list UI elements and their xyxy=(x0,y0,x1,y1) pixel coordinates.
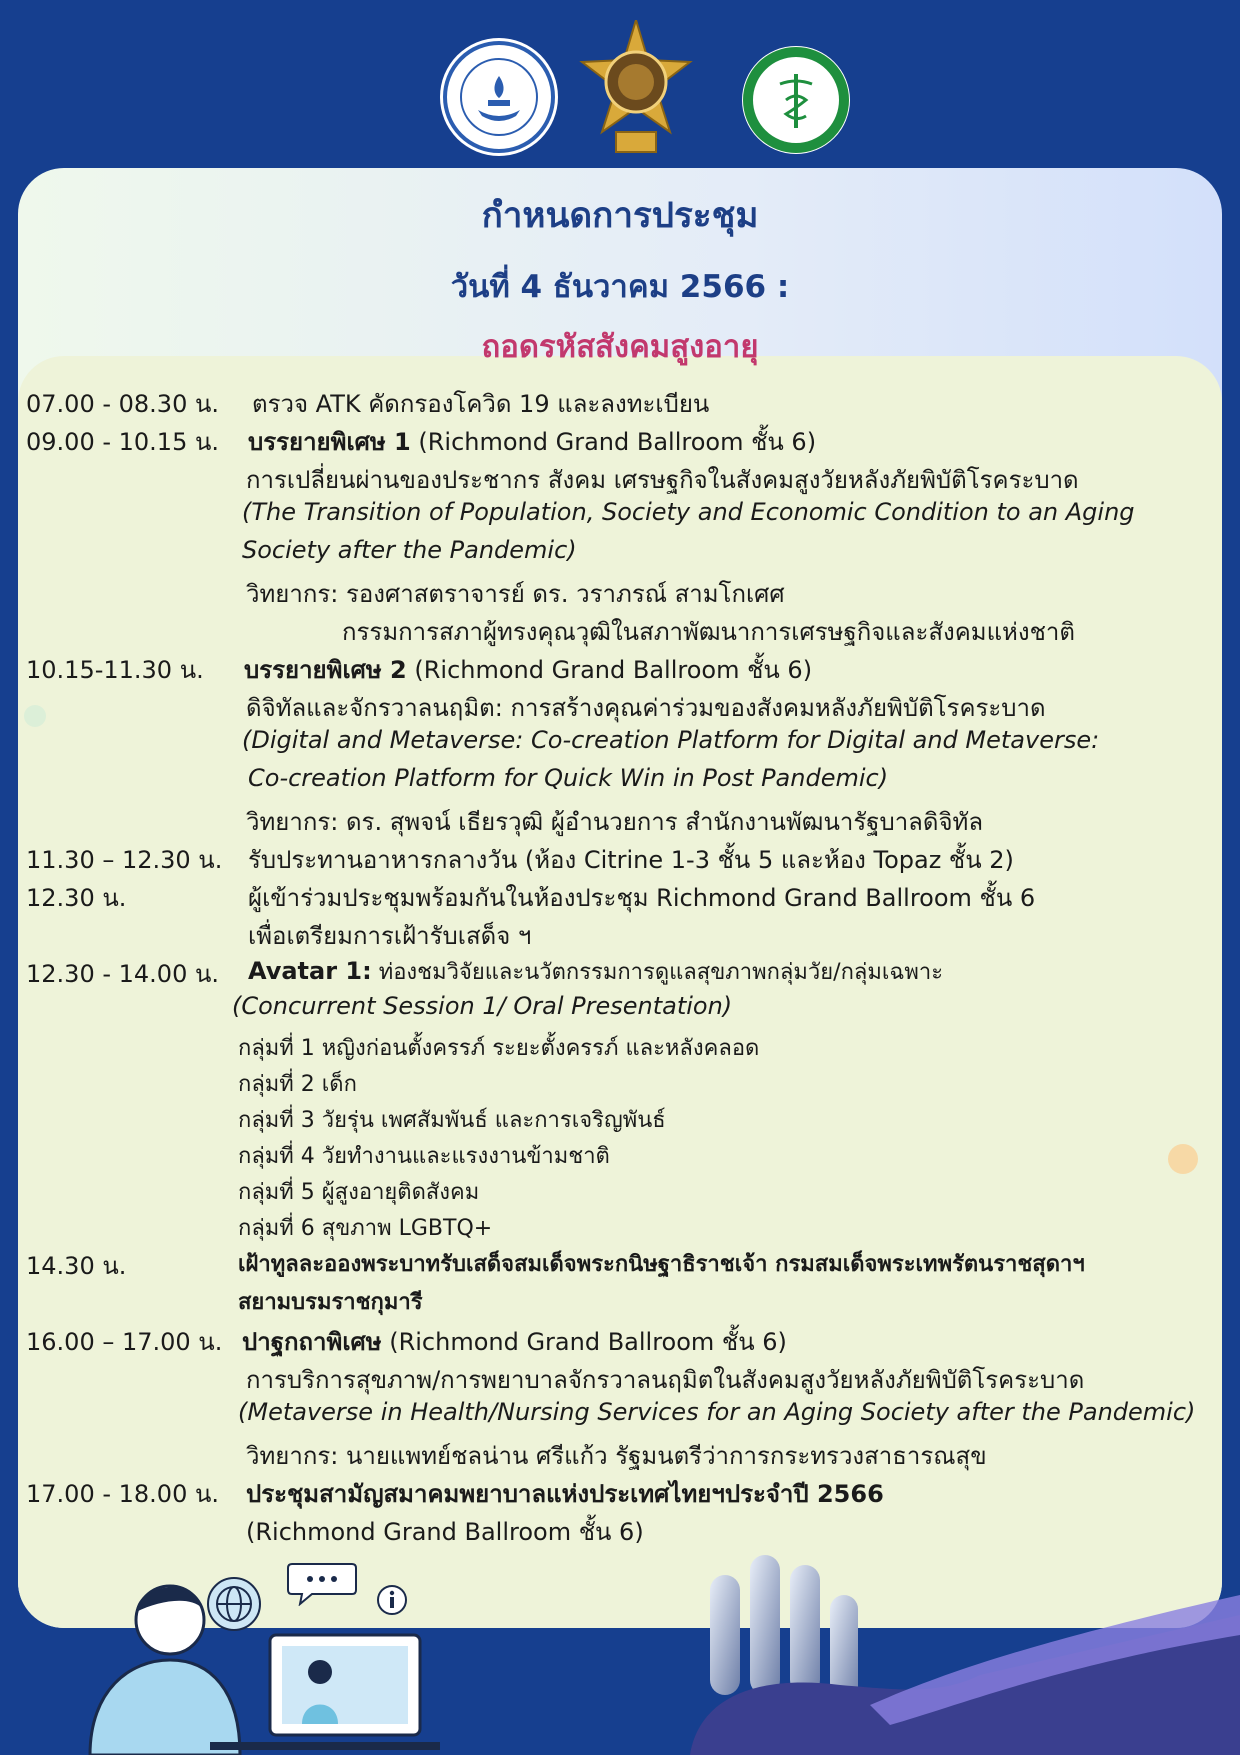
schedule-row xyxy=(26,1474,1226,1512)
venue: (Richmond Grand Ballroom ชั้น 6) xyxy=(381,1328,787,1356)
schedule-row xyxy=(26,764,1226,802)
schedule-row xyxy=(26,954,1226,992)
venue: (Richmond Grand Ballroom ชั้น 6) xyxy=(406,656,813,684)
schedule-row xyxy=(26,384,1226,422)
time-label: 07.00 - 08.30 น. xyxy=(26,390,219,418)
agenda-text: รับประทานอาหารกลางวัน (ห้อง Citrine 1-3 ชั้น 5 และห้อง Topaz ชั้น 2) xyxy=(248,846,1014,874)
schedule-row xyxy=(26,840,1226,878)
venue: (Richmond Grand Ballroom ชั้น 6) xyxy=(246,1518,644,1546)
agenda-text: เพื่อเตรียมการเฝ้ารับเสด็จ ฯ xyxy=(248,922,532,950)
time-label: 16.00 – 17.00 น. xyxy=(26,1328,223,1356)
decor-dot xyxy=(24,705,46,727)
decor-dot xyxy=(1168,1144,1198,1174)
venue: (Richmond Grand Ballroom ชั้น 6) xyxy=(410,428,817,456)
group-item xyxy=(26,1174,1226,1210)
schedule-row xyxy=(26,1512,1226,1550)
agenda-text: ตรวจ ATK คัดกรองโควิด 19 และลงทะเบียน xyxy=(252,390,710,418)
speaker: วิทยากร: ดร. สุพจน์ เธียรวุฒิ ผู้อำนวยการ สำนักงานพัฒนารัฐบาลดิจิทัล xyxy=(246,808,984,836)
schedule-row xyxy=(26,688,1226,726)
nursing-association-logo xyxy=(438,36,560,158)
agenda-text xyxy=(242,1322,787,1361)
schedule-row xyxy=(26,574,1226,612)
schedule-list xyxy=(26,384,1226,1550)
schedule-row xyxy=(26,802,1226,840)
time-label: 12.30 - 14.00 น. xyxy=(26,960,219,988)
session-title: ประชุมสามัญสมาคมพยาบาลแห่งประเทศไทยฯประจำปี 2566 xyxy=(246,1480,884,1508)
session-title: ปาฐกถาพิเศษ xyxy=(242,1328,382,1356)
schedule-row xyxy=(26,612,1226,650)
time-label: 17.00 - 18.00 น. xyxy=(26,1480,219,1508)
schedule-row xyxy=(26,536,1226,574)
schedule-row xyxy=(26,916,1226,954)
time-label: 11.30 – 12.30 น. xyxy=(26,846,223,874)
agenda-text-english: Society after the Pandemic) xyxy=(242,536,577,564)
agenda-text: ดิจิทัลและจักรวาลนฤมิต: การสร้างคุณค่าร่วมของสังคมหลังภัยพิบัติโรคระบาด xyxy=(246,694,1046,722)
time-label: 09.00 - 10.15 น. xyxy=(26,428,219,456)
star-badge-logo xyxy=(578,20,694,160)
group-label: กลุ่มที่ 5 ผู้สูงอายุติดสังคม xyxy=(238,1180,480,1205)
session-title: สยามบรมราชกุมารี xyxy=(238,1290,423,1315)
speaker: วิทยากร: นายแพทย์ชลน่าน ศรีแก้ว รัฐมนตรีว่าการกระทรวงสาธารณสุข xyxy=(246,1442,987,1470)
agenda-text xyxy=(248,954,943,989)
agenda-text: ผู้เข้าร่วมประชุมพร้อมกันในห้องประชุม Richmond Grand Ballroom ชั้น 6 xyxy=(248,884,1036,912)
schedule-row xyxy=(26,1360,1226,1398)
agenda-text-english: (Digital and Metaverse: Co-creation Platform for Digital and Metaverse: xyxy=(242,726,1100,754)
group-label: กลุ่มที่ 3 วัยรุ่น เพศสัมพันธ์ และการเจริญพันธ์ xyxy=(238,1108,666,1133)
schedule-row xyxy=(26,1322,1226,1360)
schedule-row xyxy=(26,422,1226,460)
chat-bubble-icon xyxy=(286,1560,358,1606)
time-label: 12.30 น. xyxy=(26,884,127,912)
group-item xyxy=(26,1138,1226,1174)
speaker: วิทยากร: รองศาสตราจารย์ ดร. วราภรณ์ สามโกเศศ xyxy=(246,580,785,608)
header xyxy=(0,188,1240,371)
group-label: กลุ่มที่ 1 หญิงก่อนตั้งครรภ์ ระยะตั้งครรภ์ และหลังคลอด xyxy=(238,1036,760,1061)
agenda-text: การเปลี่ยนผ่านของประชากร สังคม เศรษฐกิจในสังคมสูงวัยหลังภัยพิบัติโรคระบาด xyxy=(246,466,1079,494)
schedule-row xyxy=(26,878,1226,916)
agenda-text: การบริการสุขภาพ/การพยาบาลจักรวาลนฤมิตในสังคมสูงวัยหลังภัยพิบัติโรคระบาด xyxy=(246,1366,1085,1394)
session-description: ท่องชมวิจัยและนวัตกรรมการดูแลสุขภาพกลุ่มวัย/กลุ่มเฉพาะ xyxy=(371,960,944,985)
info-icon xyxy=(376,1584,408,1616)
group-item xyxy=(26,1066,1226,1102)
group-label: กลุ่มที่ 2 เด็ก xyxy=(238,1072,357,1097)
time-label: 10.15-11.30 น. xyxy=(26,656,204,684)
event-date: วันที่ 4 ธันวาคม 2566 : xyxy=(450,269,790,305)
agenda-text-english: (Concurrent Session 1/ Oral Presentation) xyxy=(232,992,733,1020)
time-label: 14.30 น. xyxy=(26,1252,127,1280)
robot-hand-illustration xyxy=(640,1555,1240,1755)
agenda-text-english: Co-creation Platform for Quick Win in Post Pandemic) xyxy=(248,764,889,792)
schedule-row xyxy=(26,1398,1226,1436)
session-title: เฝ้าทูลละอองพระบาทรับเสด็จสมเด็จพระกนิษฐาธิราชเจ้า กรมสมเด็จพระเทพรัตนราชสุดาฯ xyxy=(238,1252,1085,1277)
agenda-text xyxy=(244,650,812,689)
group-item xyxy=(26,1030,1226,1066)
agenda-text xyxy=(248,422,816,461)
session-title: บรรยายพิเศษ 1 xyxy=(248,428,411,456)
session-title: Avatar 1: xyxy=(248,957,372,985)
schedule-row xyxy=(26,460,1226,498)
event-theme: ถอดรหัสสังคมสูงอายุ xyxy=(481,329,759,365)
schedule-row xyxy=(26,726,1226,764)
nursing-division-logo xyxy=(740,44,852,156)
schedule-row xyxy=(26,650,1226,688)
globe-icon xyxy=(206,1576,262,1632)
group-item xyxy=(26,1102,1226,1138)
group-label: กลุ่มที่ 4 วัยทำงานและแรงงานข้ามชาติ xyxy=(238,1144,610,1169)
group-item xyxy=(26,1210,1226,1246)
schedule-row xyxy=(26,1436,1226,1474)
page-title: กำหนดการประชุม xyxy=(481,196,759,236)
schedule-row xyxy=(26,498,1226,536)
schedule-row xyxy=(26,1246,1226,1284)
group-label: กลุ่มที่ 6 สุขภาพ LGBTQ+ xyxy=(238,1216,493,1241)
logo-row xyxy=(0,20,1240,160)
session-title: บรรยายพิเศษ 2 xyxy=(244,656,407,684)
agenda-text-english: (The Transition of Population, Society and Economic Condition to an Aging xyxy=(242,498,1135,526)
speaker-position: กรรมการสภาผู้ทรงคุณวุฒิในสภาพัฒนาการเศรษฐกิจและสังคมแห่งชาติ xyxy=(342,618,1075,646)
schedule-row xyxy=(26,992,1226,1030)
schedule-row xyxy=(26,1284,1226,1322)
agenda-text-english: (Metaverse in Health/Nursing Services for an Aging Society after the Pandemic) xyxy=(238,1398,1196,1426)
